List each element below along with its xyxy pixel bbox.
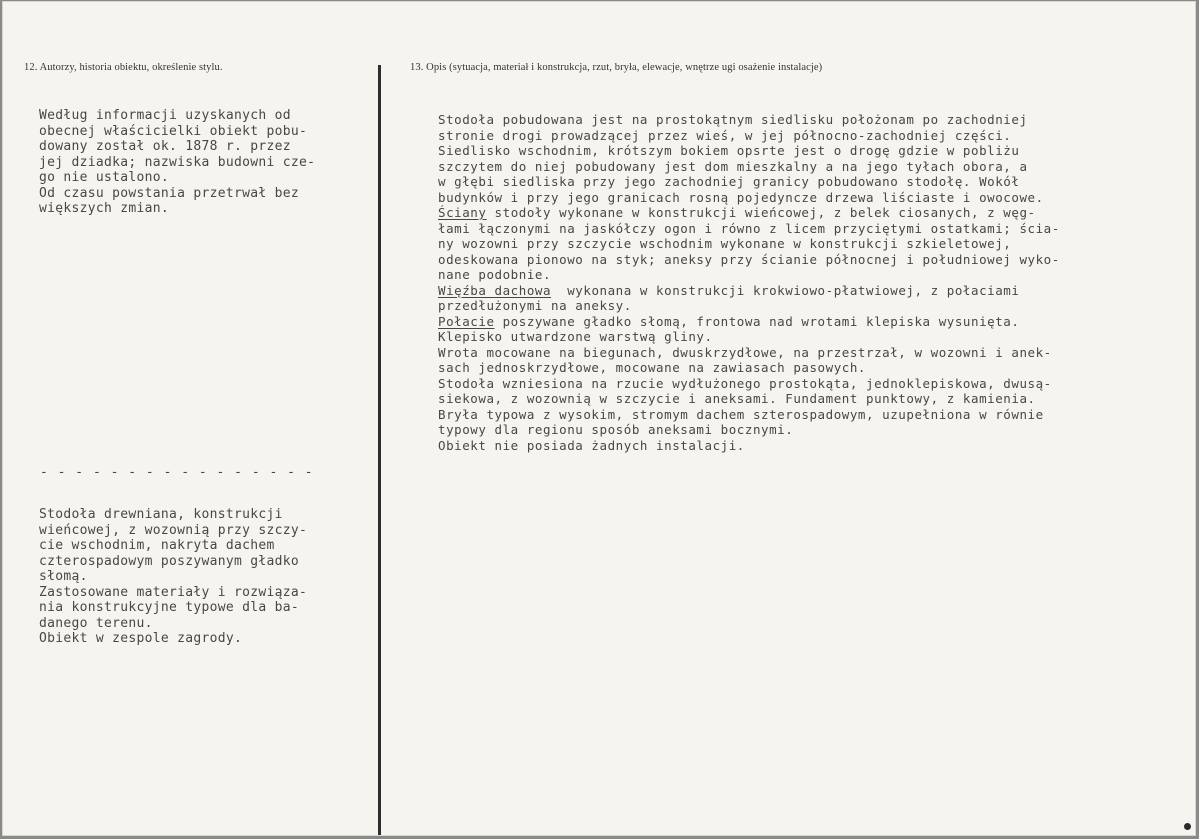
text-line: [438, 205, 1060, 221]
text-line: czterospadowym poszywanym gładko: [39, 553, 300, 569]
line-text: Bryła typowa z wysokim, stromym dachem szterospadowym, uzupełniona w równie: [438, 406, 1044, 422]
text-line: [438, 407, 1060, 423]
line-text: wykonana w konstrukcji krokwiowo-płatwiowej, z połaciami: [551, 282, 1020, 298]
catalog-card: [2, 1, 1196, 836]
text-line: [438, 298, 1060, 314]
line-text: Siedlisko wschodnim, krótszym bokiem opsrte jest o drogę gdzie w pobliżu: [438, 143, 1020, 158]
line-text: ny wozowni przy szczycie wschodnim wykonane w konstrukcji szkieletowej,: [438, 236, 1012, 251]
underlined-term: Połacie: [438, 313, 495, 329]
line-text: siekowa, z wozownią w szczycie i aneksami. Fundament punktowy, z kamienia.: [438, 391, 1036, 406]
underlined-term: Więźba dachowa: [438, 282, 552, 298]
text-line: [438, 391, 1060, 407]
authors-history-text: [39, 108, 315, 217]
text-line: wieńcowej, z wozownią przy szczy-: [39, 522, 308, 538]
text-line: nia konstrukcyjne typowe dla ba-: [39, 600, 300, 615]
text-line: [438, 422, 1060, 438]
line-text: nane podobnie.: [438, 267, 552, 282]
line-text: stodoły wykonane w konstrukcji wieńcowej, z belek ciosanych, z węg-: [486, 205, 1036, 220]
line-text: przedłużonymi na aneksy.: [438, 298, 632, 313]
text-line: [438, 236, 1060, 252]
text-line: danego terenu.: [39, 615, 153, 631]
text-line: [438, 376, 1060, 392]
text-line: Od czasu powstania przetrwał bez: [39, 185, 300, 201]
line-text: poszywane gładko słomą, frontowa nad wrotami klepiska wysunięta.: [494, 313, 1020, 329]
line-text: sach jednoskrzydłowe, mocowane na zawiasach pasowych.: [438, 360, 867, 375]
text-line: [438, 438, 1060, 454]
section-separator: - - - - - - - - - - - - - - - -: [40, 465, 314, 480]
text-line: jej dziadka; nazwiska budowni cze-: [39, 154, 316, 170]
text-line: cie wschodnim, nakryta dachem: [39, 538, 275, 553]
description-text: [438, 112, 1060, 453]
text-line: słomą.: [39, 569, 88, 584]
text-line: [438, 252, 1060, 268]
text-line: [438, 283, 1060, 299]
style-summary-text: [39, 507, 307, 647]
text-line: [438, 345, 1060, 361]
line-text: Klepisko utwardzone warstwą gliny.: [438, 329, 713, 344]
text-line: [438, 314, 1060, 330]
text-line: go nie ustalono.: [39, 170, 170, 185]
line-text: odeskowana pionowo na styk; aneksy przy ścianie północnej i południowej wyko-: [438, 251, 1060, 267]
text-line: Stodoła drewniana, konstrukcji: [39, 507, 283, 522]
section-13-heading: 13. Opis (sytuacja, materiał i konstrukcja, rzut, bryła, elewacje, wnętrze ugi osażenie instalacje): [410, 62, 823, 73]
text-line: [438, 190, 1060, 206]
text-line: większych zmian.: [39, 201, 170, 216]
line-text: budynków i przy jego granicach rosną pojedyncze drzewa liściaste i owocowe.: [438, 189, 1044, 205]
text-line: Zastosowane materiały i rozwiąza-: [39, 584, 308, 600]
line-text: łami łączonymi na jaskółczy ogon i równo z licem przyciętymi ostatkami; ścia-: [438, 220, 1060, 236]
text-line: Według informacji uzyskanych od: [39, 108, 291, 123]
text-line: [438, 360, 1060, 376]
column-divider: [378, 65, 381, 835]
text-line: [438, 221, 1060, 237]
line-text: szczytem do niej pobudowany jest dom mieszkalny a na jego tyłach obora, a: [438, 158, 1028, 174]
line-text: Obiekt nie posiada żadnych instalacji.: [438, 437, 745, 453]
text-line: [438, 128, 1060, 144]
text-line: [438, 267, 1060, 283]
text-line: [438, 159, 1060, 175]
line-text: stronie drogi prowadzącej przez wieś, w jej północno-zachodniej części.: [438, 127, 1012, 143]
line-text: Stodoła wzniesiona na rzucie wydłużonego prostokąta, jednoklepiskowa, dwusą-: [438, 375, 1052, 391]
text-line: [438, 174, 1060, 190]
text-line: obecnej właścicielki obiekt pobu-: [39, 123, 308, 139]
line-text: typowy dla regionu sposób aneksami bocznymi.: [438, 422, 794, 437]
line-text: Wrota mocowane na biegunach, dwuskrzydłowe, na przestrzał, w wozowni i anek-: [438, 344, 1052, 360]
line-text: Stodoła pobudowana jest na prostokątnym siedlisku położonam po zachodniej: [438, 112, 1028, 127]
text-line: [438, 143, 1060, 159]
text-line: dowany został ok. 1878 r. przez: [39, 139, 291, 154]
text-line: [438, 112, 1060, 128]
underlined-term: Ściany: [438, 205, 487, 220]
section-12-heading: 12. Autorzy, historia obiektu, określenie stylu.: [24, 62, 223, 73]
line-text: w głębi siedliska przy jego zachodniej granicy pobudowano stodołę. Wokół: [438, 174, 1020, 189]
text-line: [438, 329, 1060, 345]
text-line: Obiekt w zespole zagrody.: [39, 631, 243, 646]
punch-hole-icon: [1184, 823, 1191, 830]
